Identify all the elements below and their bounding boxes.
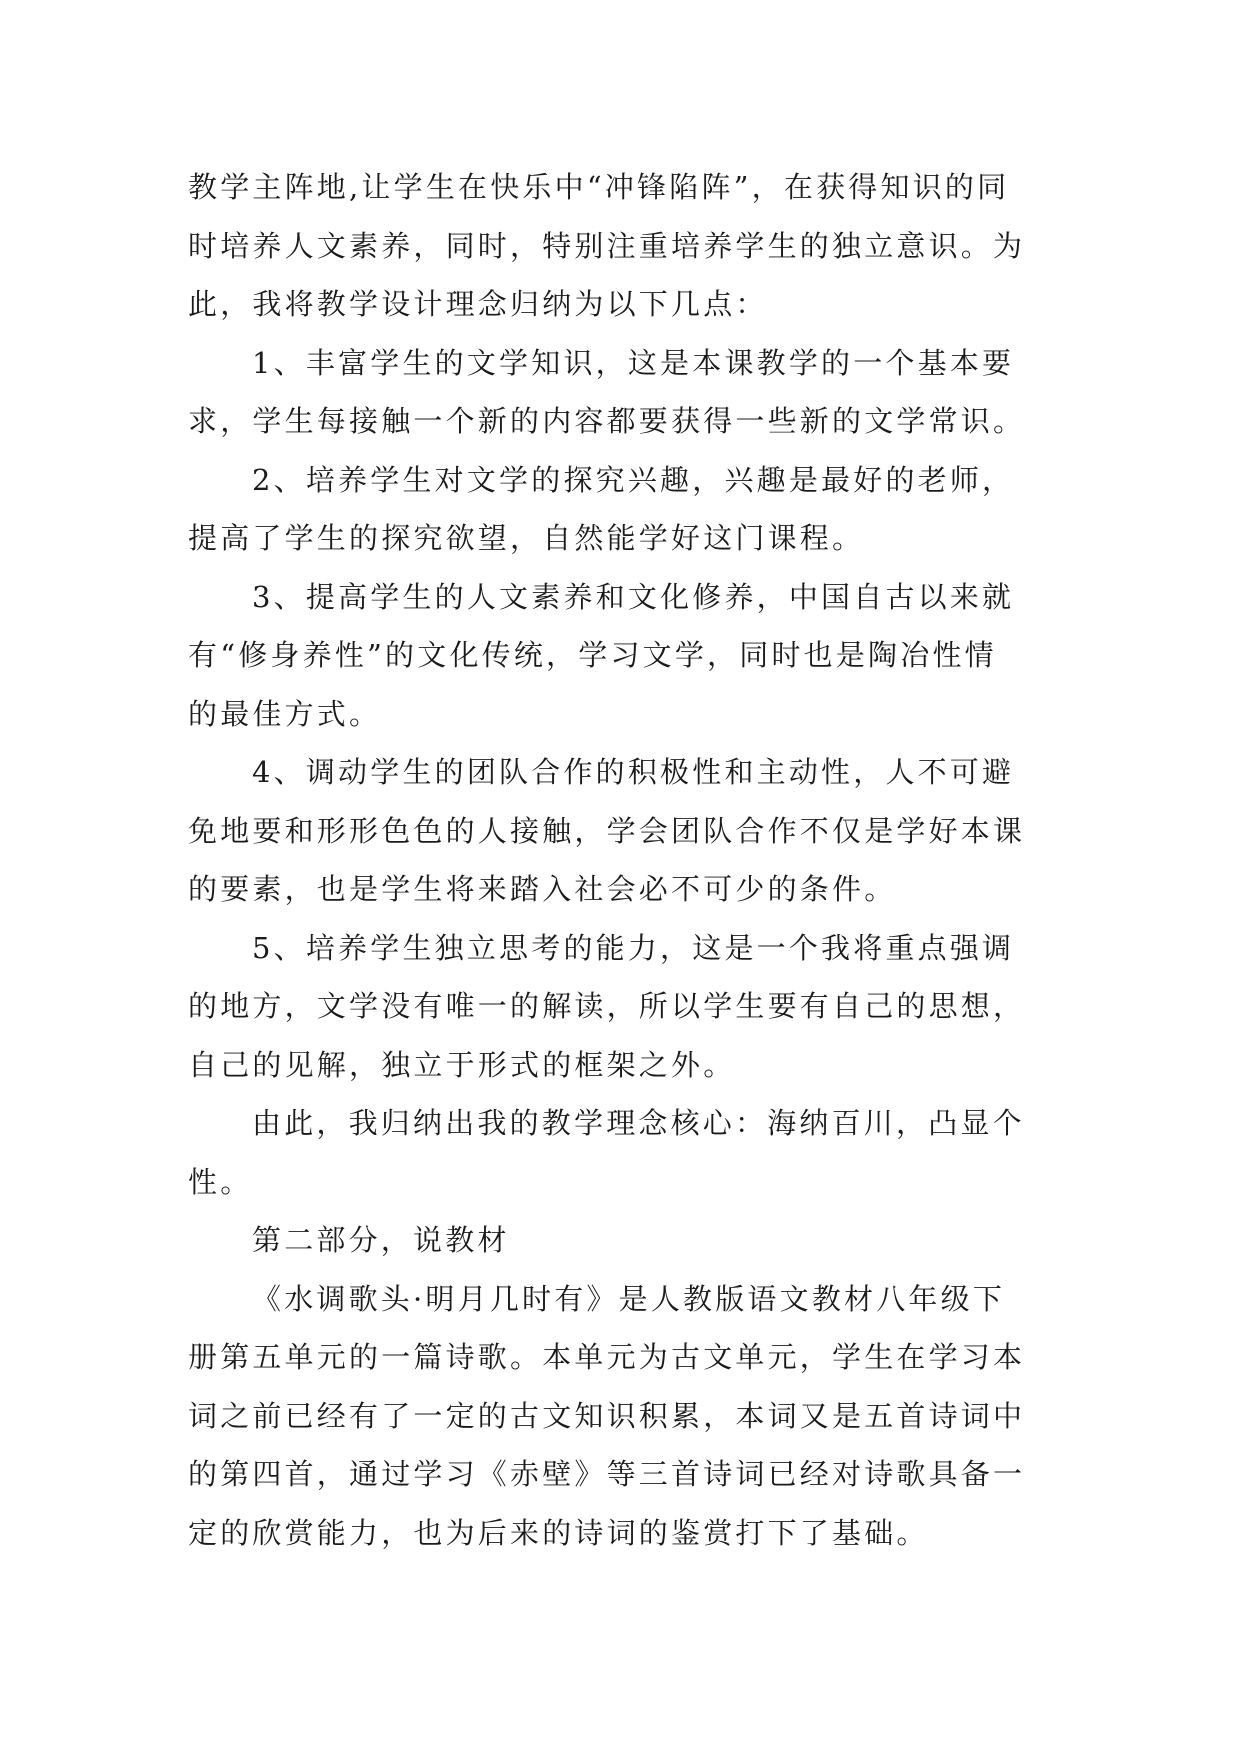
text-line: 2、培养学生对文学的探究兴趣，兴趣是最好的老师， (252, 462, 1015, 497)
text-line: 4、调动学生的团队合作的积极性和主动性，人不可避 (252, 755, 1015, 789)
text-line: 有“修身养性”的文化传统，学习文学，同时也是陶冶性情 (188, 638, 997, 672)
text-line: 此，我将教学设计理念归纳为以下几点： (188, 287, 768, 321)
text-line: 教学主阵地,让学生在快乐中“冲锋陷阵”，在获得知识的同 (188, 170, 1010, 204)
text-line: 1、丰富学生的文学知识，这是本课教学的一个基本要 (252, 345, 1015, 380)
paragraph-point-3 (188, 568, 1068, 744)
text-line: 定的欣赏能力，也为后来的诗词的鉴赏打下了基础。 (188, 1515, 929, 1550)
body-text (188, 158, 1068, 1562)
text-line: 的第四首，通过学习《赤壁》等三首诗词已经对诗歌具备一 (188, 1457, 1026, 1491)
text-line: 词之前已经有了一定的古文知识积累，本词又是五首诗词中 (188, 1398, 1026, 1433)
text-line: 由此，我归纳出我的教学理念核心：海纳百川，凸显个 (252, 1106, 1025, 1140)
section-heading (188, 1211, 1068, 1270)
heading-line: 第二部分，说教材 (252, 1223, 510, 1257)
text-line: 求，学生每接触一个新的内容都要获得一些新的文学常识。 (188, 404, 1026, 438)
text-line: 性。 (188, 1164, 253, 1199)
paragraph-point-5 (188, 919, 1068, 1095)
text-line: 自己的见解，独立于形式的框架之外。 (188, 1047, 736, 1082)
text-line: 时培养人文素养，同时，特别注重培养学生的独立意识。为 (188, 228, 1026, 263)
text-line: 册第五单元的一篇诗歌。本单元为古文单元，学生在学习本 (188, 1340, 1026, 1374)
text-line: 的要素，也是学生将来踏入社会必不可少的条件。 (188, 872, 897, 906)
text-line: 提高了学生的探究欲望，自然能学好这门课程。 (188, 521, 865, 555)
text-line: 5、培养学生独立思考的能力，这是一个我将重点强调 (252, 930, 1015, 965)
text-line: 免地要和形形色色的人接触，学会团队合作不仅是学好本课 (188, 813, 1026, 848)
paragraph-core-idea (188, 1094, 1068, 1211)
paragraph-point-2 (188, 451, 1068, 568)
paragraph-point-4 (188, 743, 1068, 919)
text-line: 3、提高学生的人文素养和文化修养，中国自古以来就 (252, 579, 1015, 614)
paragraph-intro-continuation (188, 158, 1068, 334)
text-line: 的最佳方式。 (188, 696, 382, 731)
paragraph-textbook (188, 1270, 1068, 1563)
text-line: 的地方，文学没有唯一的解读，所以学生要有自己的思想， (188, 989, 1026, 1023)
paragraph-point-1 (188, 334, 1068, 451)
text-line: 《水调歌头·明月几时有》是人教版语文教材八年级下 (252, 1281, 1006, 1316)
